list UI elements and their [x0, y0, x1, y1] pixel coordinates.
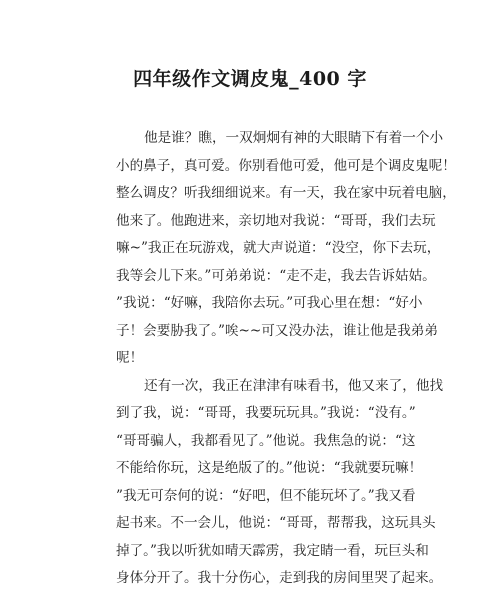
- paragraph-line: 起书来。不一会儿，他说：“哥哥，帮帮我，这玩具头: [116, 515, 436, 531]
- paragraph-line: 子！会要胁我了。”唉~~可又没办法，谁让他是我弟弟: [116, 322, 438, 339]
- paragraph-line: 到了我，说：“哥哥，我要玩玩具。”我说：“没有。”: [116, 405, 416, 421]
- paragraph-line: 他是谁？瞧，一双炯炯有神的大眼睛下有着一个小: [144, 130, 444, 146]
- paragraph-line: 我等会儿下来。”可弟弟说：“走不走，我去告诉姑姑。: [116, 267, 436, 284]
- paragraph-line: 嘛~”我正在玩游戏，就大声说道：“没空，你下去玩，: [116, 240, 441, 256]
- paragraph-line: 还有一次，我正在津津有味看书，他又来了，他找: [144, 377, 444, 394]
- paragraph-line: ”我说：“好嘛，我陪你去玩。”可我心里在想：“好小: [116, 295, 423, 311]
- paragraph-line: “哥哥骗人，我都看见了。”他说。我焦急的说：“这: [116, 432, 416, 449]
- paragraph-line: 身体分开了。我十分伤心，走到我的房间里哭了起来。: [116, 570, 443, 586]
- paragraph-line: 他来了。他跑进来，亲切地对我说：“哥哥，我们去玩: [116, 212, 436, 229]
- paragraph-line: 整么调皮？听我细细说来。有一天，我在家中玩着电脑，: [116, 185, 456, 201]
- paragraph-line: 掉了。”我以听犹如晴天霹雳，我定睛一看，玩巨头和: [116, 542, 429, 559]
- document-title: 四年级作文调皮鬼_400 字: [133, 68, 367, 90]
- paragraph-line: 小的鼻子，真可爱。你别看他可爱，他可是个调皮鬼呢！: [116, 157, 456, 174]
- paragraph-line: ”我无可奈何的说：“好吧，但不能玩坏了。”我又看: [116, 487, 416, 504]
- paragraph-line: 不能给你玩，这是绝版了的。”他说：“我就要玩嘛！: [116, 460, 423, 476]
- document-body: [116, 125, 456, 593]
- paragraph-line: 呢！: [116, 350, 144, 366]
